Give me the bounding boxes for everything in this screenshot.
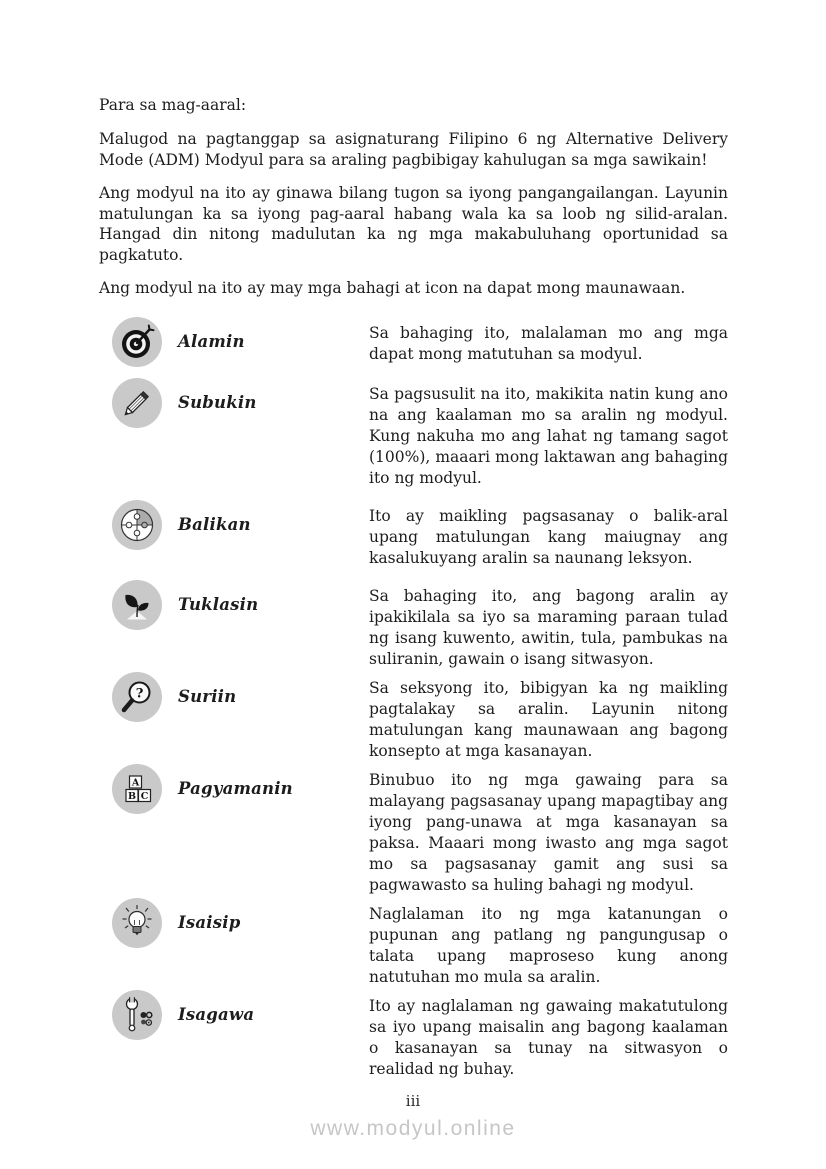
plant-icon — [112, 580, 162, 630]
intro-paragraph-3: Ang modyul na ito ay may mga bahagi at icon na dapat mong maunawaan. — [99, 279, 686, 297]
svg-text:?: ? — [135, 686, 144, 701]
module-part-label: Isaisip — [178, 912, 241, 932]
module-part-label: Pagyamanin — [178, 778, 293, 798]
lightbulb-icon — [112, 898, 162, 948]
module-part-description: Ito ay naglalaman ng gawaing makatutulong sa iyo upang maisalin ang bagong kaalaman o kasanayan sa tunay na sitwasyon o realidad ng buhay. — [369, 996, 728, 1078]
module-parts-list — [99, 323, 728, 1080]
module-part-label: Alamin — [178, 331, 245, 351]
module-part-description: Sa pagsusulit na ito, makikita natin kung ano na ang kaalaman mo sa aralin ng modyul. Kung nakuha mo ang lahat ng tamang sagot (100%), maaari mong laktawan ang bahaging ito ng modyul. — [369, 384, 728, 487]
svg-text:B: B — [127, 790, 137, 802]
module-part-row-subukin — [99, 384, 728, 489]
module-part-row-balikan — [99, 506, 728, 569]
module-part-description: Sa bahaging ito, ang bagong aralin ay ipakikilala sa iyo sa maraming paraan tulad ng isang kuwento, awitin, tula, pambukas na suliranin, gawain o isang sitwasyon. — [369, 586, 728, 668]
module-part-row-isagawa — [99, 996, 728, 1080]
module-part-row-pagyamanin — [99, 770, 728, 896]
page-content — [99, 95, 728, 1088]
module-part-row-isaisip — [99, 904, 728, 988]
target-icon — [112, 317, 162, 367]
module-part-description: Naglalaman ito ng mga katanungan o pupunan ang patlang ng pangungusap o talata upang maproseso kung anong natutuhan mo mula sa aralin. — [369, 904, 728, 986]
module-part-description: Sa seksyong ito, bibigyan ka ng maikling pagtalakay sa aralin. Layunin nitong matulungan kang maunawaan ang bagong konsepto at mga kasanayan. — [369, 678, 728, 760]
intro-heading: Para sa mag-aaral: — [99, 96, 247, 114]
module-part-description: Binubuo ito ng mga gawaing para sa malayang pagsasanay upang mapagtibay ang iyong pang-unawa at mga kasanayan sa paksa. Maaari mong iwasto ang mga sagot mo sa pagsasanay gamit ang susi sa pagwawasto sa huling bahagi ng modyul. — [369, 770, 728, 894]
abc-blocks-icon — [112, 764, 162, 814]
module-part-label: Subukin — [178, 392, 257, 412]
module-part-label: Balikan — [178, 514, 251, 534]
tools-icon — [112, 990, 162, 1040]
svg-text:C: C — [140, 790, 149, 802]
puzzle-icon — [112, 500, 162, 550]
module-part-label: Tuklasin — [178, 594, 259, 614]
module-part-description: Ito ay maikling pagsasanay o balik-aral upang matulungan kang maiugnay ang kasalukuyang aralin sa naunang leksyon. — [369, 506, 728, 567]
pencil-icon — [112, 378, 162, 428]
module-part-label: Suriin — [178, 686, 237, 706]
module-part-row-tuklasin — [99, 586, 728, 670]
page-number: iii — [405, 1092, 421, 1110]
module-part-row-suriin — [99, 678, 728, 762]
magnifier-question-icon — [112, 672, 162, 722]
intro-paragraph-1: Malugod na pagtanggap sa asignaturang Filipino 6 ng Alternative Delivery Mode (ADM) Modyul para sa araling pagbibigay kahulugan sa mga sawikain! — [99, 130, 728, 169]
module-part-description: Sa bahaging ito, malalaman mo ang mga dapat mong matutuhan sa modyul. — [369, 323, 728, 363]
module-part-row-alamin — [99, 323, 728, 367]
module-part-label: Isagawa — [178, 1004, 255, 1024]
intro-paragraph-2: Ang modyul na ito ay ginawa bilang tugon sa iyong pangangailangan. Layunin matulungan ka sa iyong pag-aaral habang wala ka sa loob ng silid-aralan. Hangad din nitong madulutan ka ng mga makabuluhang oportunidad sa pagkatuto. — [99, 184, 728, 264]
watermark-url: www.modyul.online — [310, 1117, 516, 1140]
svg-text:A: A — [131, 777, 140, 788]
page-footer — [0, 1092, 826, 1141]
